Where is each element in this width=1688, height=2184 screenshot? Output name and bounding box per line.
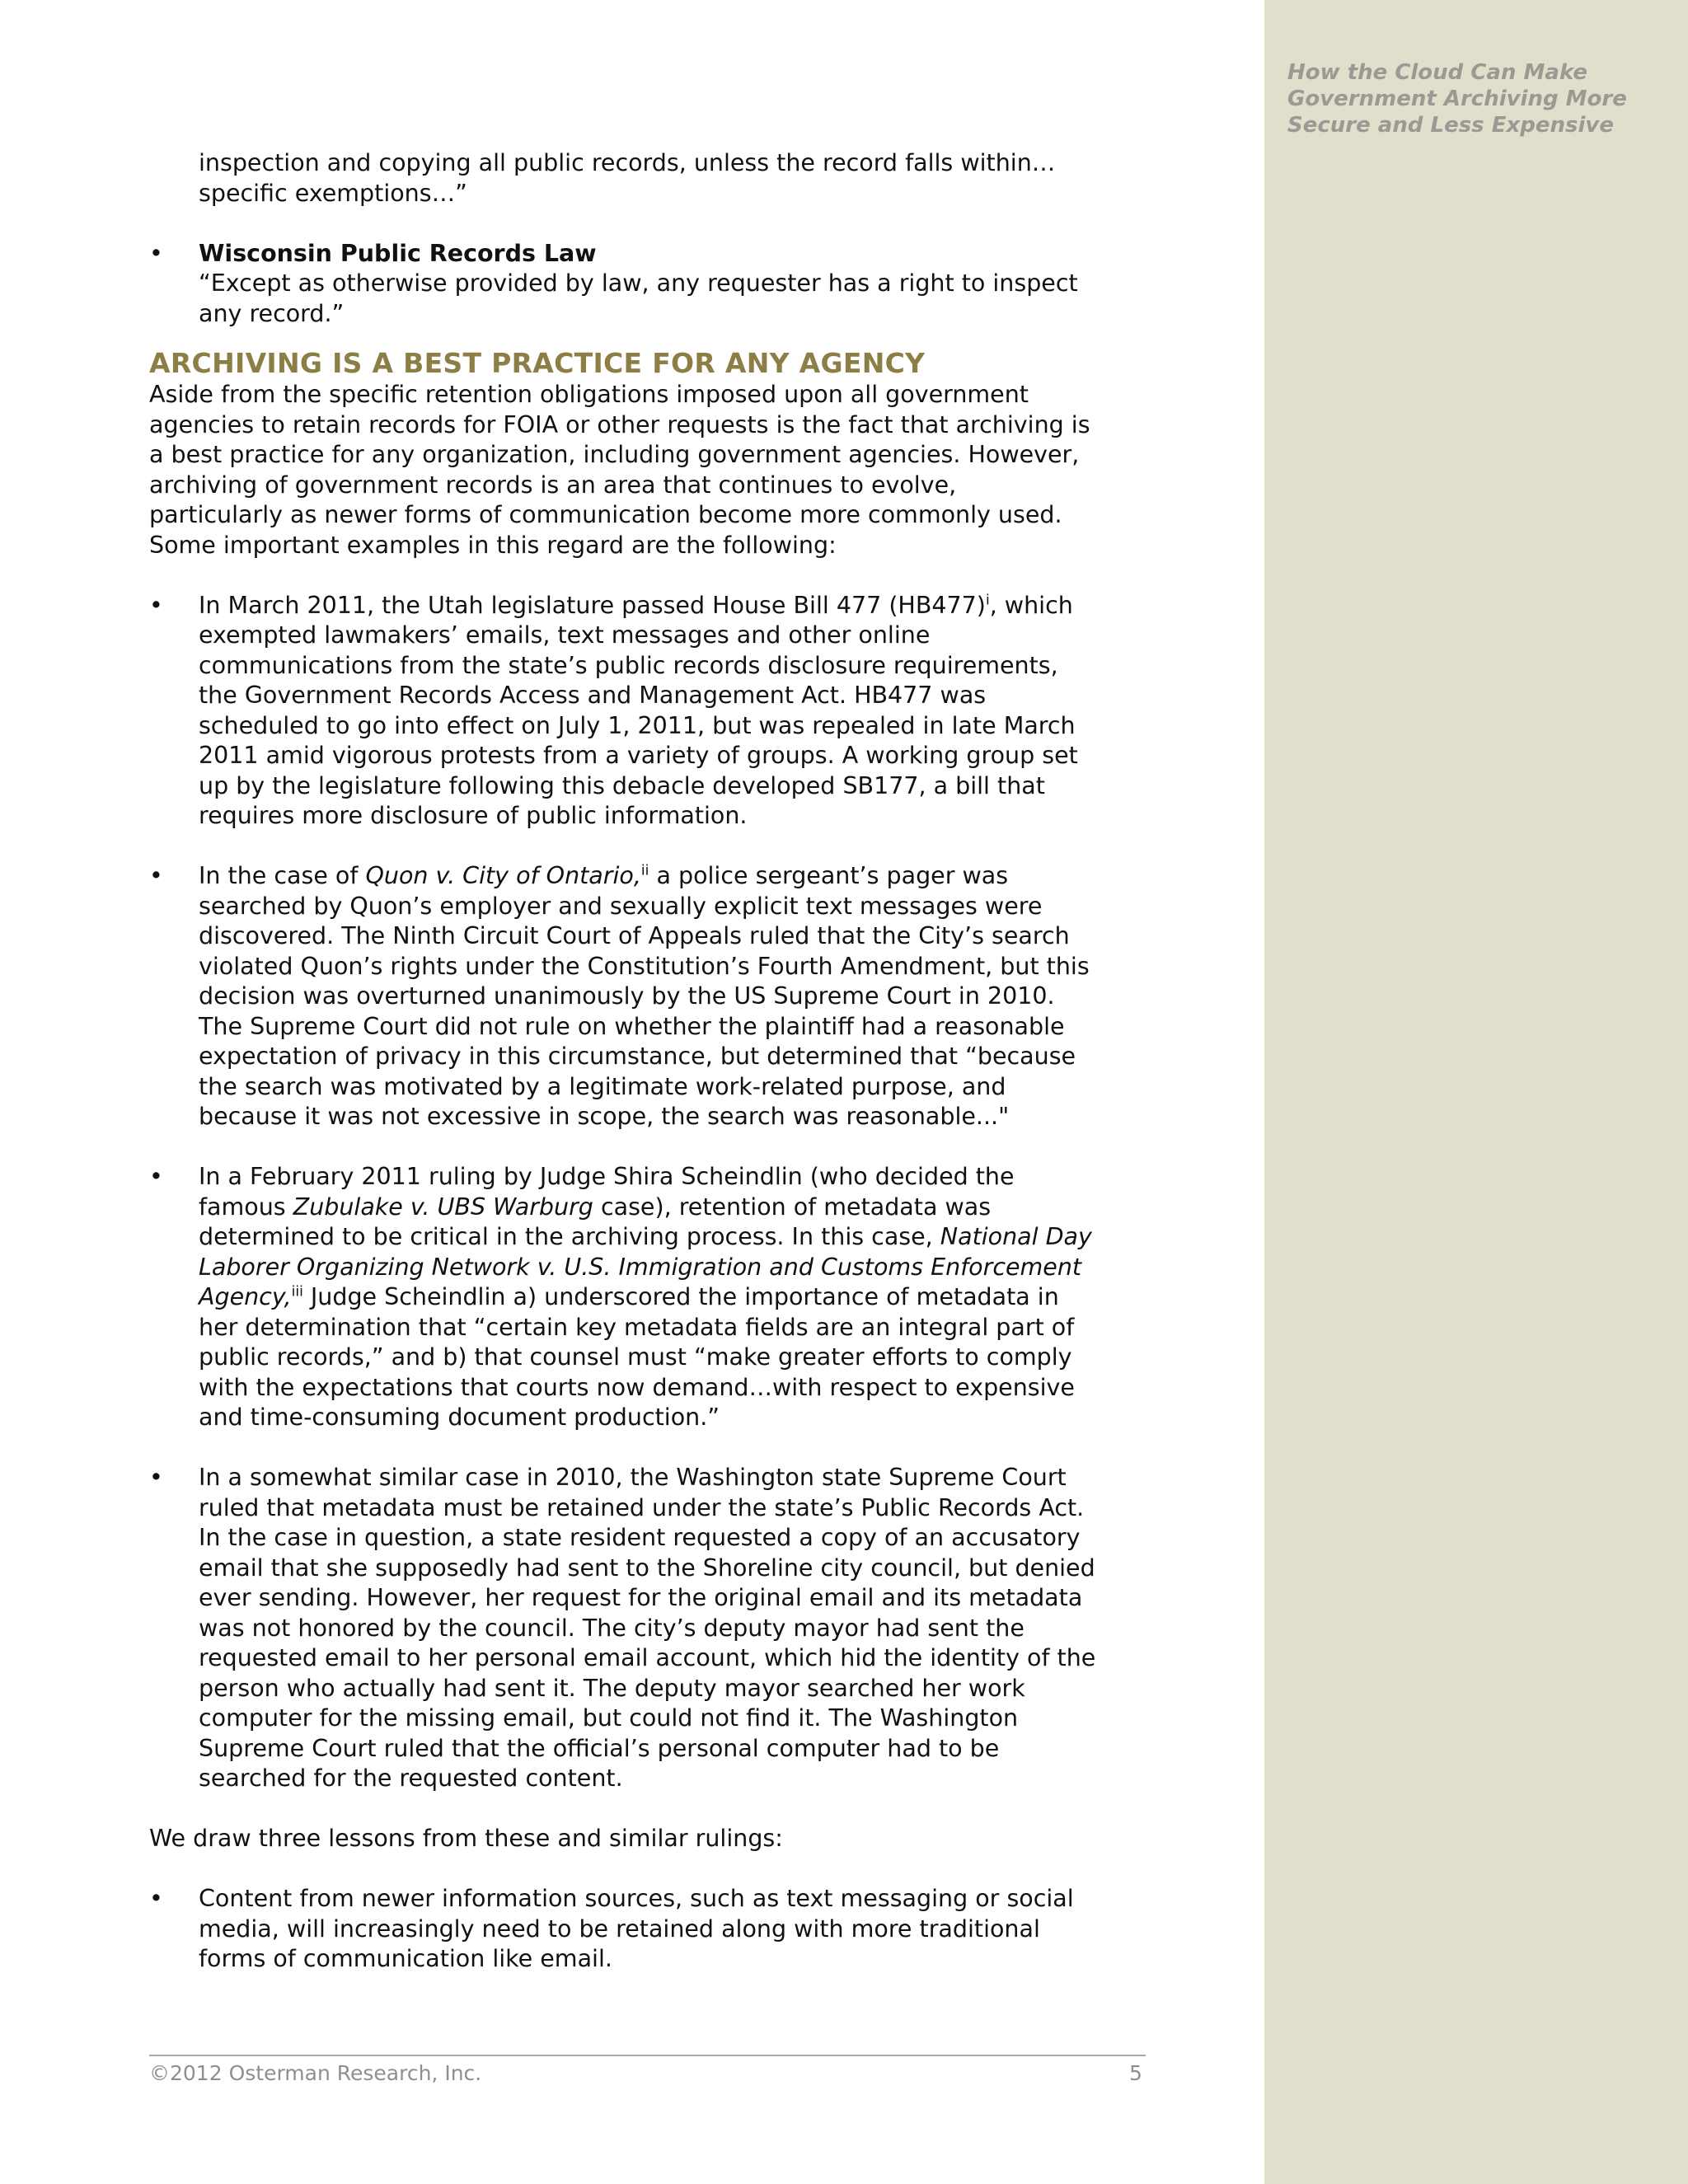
section-intro-paragraph: Aside from the specific retention obligations imposed upon all government agencies to retain records for FOIA or other requests is the fact that archiving is a best practice for any organization, including government agencies. However, archiving of government records is an area that continues to evolve, particularly as newer forms of communication become more commonly used. Some important examples in this regard are the following: [149, 381, 1090, 559]
zubulake-case-name: Zubulake v. UBS Warburg [293, 1193, 593, 1221]
footer-divider [149, 2055, 1146, 2056]
bullet-icon: • [149, 1163, 163, 1190]
ndlon-case-name: National Day Laborer Organizing Network v. U.S. Immigration and Customs Enforcement Agency, [199, 1223, 1092, 1310]
endnote-ref-i: i [985, 592, 990, 608]
list-item-utah [149, 591, 1097, 832]
lesson-1-text: Content from newer information sources, such as text messaging or social media, will increasingly need to be retained along with more traditional forms of communication like email. [199, 1885, 1074, 1972]
bullet-icon: • [149, 1464, 163, 1491]
wisconsin-law-title: Wisconsin Public Records Law [199, 239, 597, 267]
endnote-ref-ii: ii [640, 862, 649, 879]
list-item-wisconsin [149, 239, 1097, 330]
scheindlin-text-3: Judge Scheindlin a) underscored the importance of metadata in her determination that “certain key metadata fields are an integral part of public records,” and b) that counsel must “make greater efforts to comply with the expectations that courts now demand…with respect to expensive and time-consuming document production.” [199, 1283, 1075, 1431]
continued-quote: inspection and copying all public records, unless the record falls within…specific exemptions…” [199, 149, 1056, 207]
spacer [149, 832, 1097, 862]
quon-case-name: Quon v. City of Ontario, [365, 862, 641, 889]
section-heading: ARCHIVING IS A BEST PRACTICE FOR ANY AGENCY [149, 347, 926, 379]
bullet-icon: • [149, 591, 163, 619]
page-body [149, 148, 1097, 1975]
running-title-line-1: How the Cloud Can Make [1287, 60, 1587, 85]
utah-text-rest: , which exempted lawmakers’ emails, text messages and other online communications from the state’s public records disclosure requirements, the Government Records Access and Management Act. HB477 was scheduled to go into effect on July 1, 2011, but was repealed in late March 2011 amid vigorous protests from a variety of groups. A working group set up by the legislature following this debacle developed SB177, a bill that requires more disclosure of public information. [199, 591, 1078, 829]
spacer [149, 1854, 1097, 1885]
running-title-line-3: Secure and Less Expensive [1287, 113, 1614, 138]
quon-text-start: In the case of [199, 862, 366, 889]
endnote-ref-iii: iii [291, 1283, 303, 1301]
spacer [149, 1433, 1097, 1464]
scheindlin-text-1: In a February 2011 ruling by Judge Shira Scheindlin (who decided the famous [199, 1163, 1015, 1221]
footer-copyright: ©2012 Osterman Research, Inc. [149, 2061, 482, 2085]
running-title-line-2: Government Archiving More [1287, 87, 1627, 111]
quon-text-rest: a police sergeant’s pager was searched by Quon’s employer and sexually explicit text messages were discovered. The Ninth Circuit Court of Appeals ruled that the City’s search violated Quon’s rights under the Constitution’s Fourth Amendment, but this decision was overturned unanimously by the US Supreme Court in 2010. The Supreme Court did not rule on whether the plaintiff had a reasonable expectation of privacy in this circumstance, but determined that “because the search was motivated by a legitimate work-related purpose, and because it was not excessive in scope, the search was reasonable..." [199, 862, 1090, 1130]
bullet-icon: • [149, 862, 163, 889]
bullet-icon: • [149, 1885, 163, 1912]
utah-text-start: In March 2011, the Utah legislature passed House Bill 477 (HB477) [199, 591, 986, 619]
spacer [149, 329, 1097, 347]
wisconsin-law-quote: “Except as otherwise provided by law, any requester has a right to inspect any record.” [199, 269, 1078, 327]
spacer [149, 1794, 1097, 1825]
list-item-washington [149, 1463, 1097, 1794]
list-item-scheindlin [149, 1162, 1097, 1433]
spacer [149, 209, 1097, 239]
washington-text: In a somewhat similar case in 2010, the Washington state Supreme Court ruled that metadata must be retained under the state’s Public Records Act. In the case in question, a state resident requested a copy of an accusatory email that she supposedly had sent to the Shoreline city council, but denied ever sending. However, her request for the original email and its metadata was not honored by the council. The city’s deputy mayor had sent the requested email to her personal email account, which hid the identity of the person who actually had sent it. The deputy mayor searched her work computer for the missing email, but could not find it. The Washington Supreme Court ruled that the official’s personal computer had to be searched for the requested content. [199, 1464, 1096, 1792]
lessons-intro: We draw three lessons from these and similar rulings: [149, 1825, 783, 1852]
scheindlin-text-2: case), retention of metadata was determined to be critical in the archiving process. In this case, [199, 1193, 992, 1250]
document-running-title [1287, 59, 1667, 138]
bullet-icon: • [149, 239, 163, 267]
list-item-quon [149, 861, 1097, 1132]
list-item-lesson-1 [149, 1884, 1097, 1975]
spacer [149, 1132, 1097, 1163]
spacer [149, 560, 1097, 591]
sidebar-panel [1264, 0, 1688, 2184]
page-number: 5 [1129, 2061, 1142, 2085]
